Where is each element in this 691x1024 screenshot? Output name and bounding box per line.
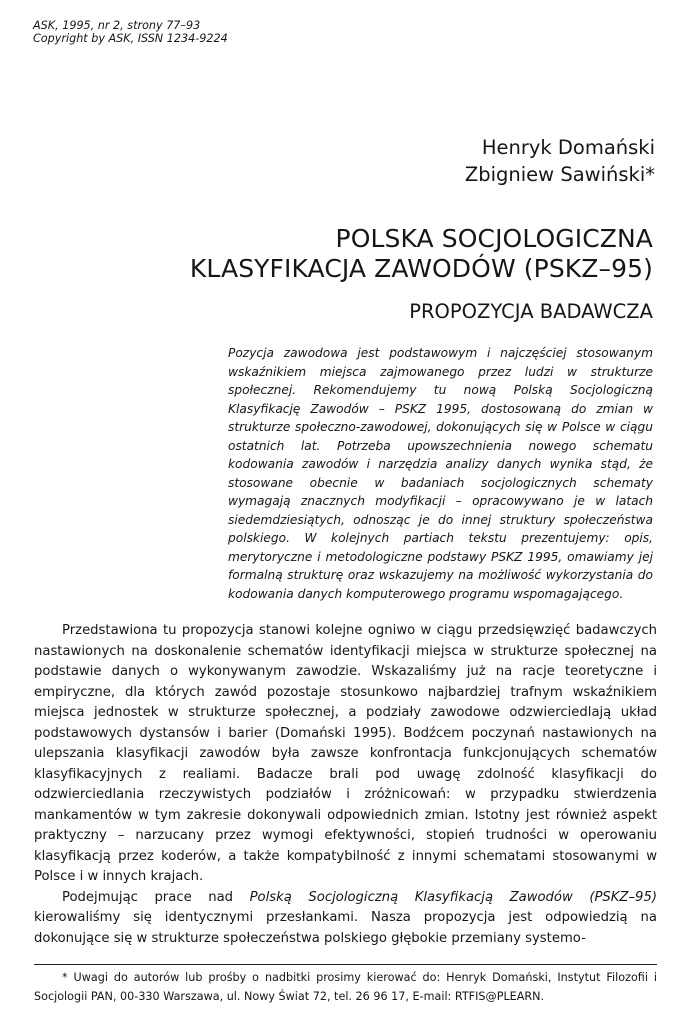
title-line: KLASYFIKACJA ZAWODÓW (PSKZ–95) bbox=[189, 254, 653, 283]
author-name: Henryk Domański bbox=[481, 136, 655, 159]
title-line: POLSKA SOCJOLOGICZNA bbox=[335, 224, 653, 253]
journal-citation: ASK, 1995, nr 2, strony 77–93 bbox=[33, 19, 201, 32]
paragraph-text: Podejmując prace nad bbox=[62, 889, 250, 905]
paragraph: Przedstawiona tu propozycja stanowi kolejne ogniwo w ciągu przedsięwzięć badawczych nastawionych na doskonalenie schematów identyfikacji miejsca w strukturze społecznej na podstawie danych o wykonywanym zawodzie. Wskazaliśmy już na racje teoretyczne i empiryczne, dla których zawód pozostaje stosunkowo najbardziej trafnym wskaźnikiem miejsca jednostek w strukturze społecznej, a podziały zawodowe odzwierciedlają układ podstawowych dystansów i barier (Domański 1995). Bodźcem poczynań nastawionych na ulepszania klasyfikacji zawodów była zawsze konfrontacja funkcjonujących schematów klasyfikacyjnych z realiami. Badacze brali pod uwagę zdolność klasyfikacji do odzwierciedlania rzeczywistych podziałów i zróżnicowań: w przypadku stwierdzenia mankamentów w tym zakresie dokonywali odpowiednich zmian. Istotny jest również aspekt praktyczny – narzucany przez wymogi efektywności, stopień trudności w operowaniu klasyfikacją przez koderów, a także kompatybilność z innymi schematami stosowanymi w Polsce i w innych krajach. bbox=[34, 623, 657, 884]
body-text bbox=[34, 621, 657, 949]
article-subtitle: PROPOZYCJA BADAWCZA bbox=[409, 300, 653, 323]
italic-term: Polską Socjologiczną Klasyfikacją Zawodów (PSKZ–95) bbox=[249, 889, 657, 905]
paragraph bbox=[34, 888, 657, 950]
abstract: Pozycja zawodowa jest podstawowym i najczęściej stosowanym wskaźnikiem miejsca zajmowanego przez ludzi w strukturze społecznej. Rekomendujemy tu nową Polską Socjologiczną Klasyfikację Zawodów – PSKZ 1995, dostosowaną do zmian w strukturze społeczno-zawodowej, dokonujących się w Polsce w ciągu ostatnich lat. Potrzeba upowszechnienia nowego schematu kodowania zawodów i narzędzia analizy danych wynika stąd, że stosowane obecnie w badaniach socjologicznych schematy wymagają znacznych modyfikacji – opracowywano je w latach siedemdziesiątych, odnosząc je do innej struktury społeczeństwa polskiego. W kolejnych partiach tekstu prezentujemy: opis, merytoryczne i metodologiczne podstawy PSKZ 1995, omawiamy jej formalną strukturę oraz wskazujemy na możliwość wykorzystania do kodowania danych komputerowego programu wspomagającego. bbox=[228, 346, 653, 601]
author-name: Zbigniew Sawiński* bbox=[464, 163, 655, 186]
footnote-divider bbox=[34, 964, 657, 965]
author-list bbox=[255, 134, 655, 188]
journal-copyright: Copyright by ASK, ISSN 1234-9224 bbox=[33, 32, 228, 45]
footnote: * Uwagi do autorów lub prośby o nadbitki prosimy kierować do: Henryk Domański, Instytut Filozofii i Socjologii PAN, 00-330 Warszawa, ul. Nowy Świat 72, tel. 26 96 17, E-mail: RTFIS@PLEARN. bbox=[34, 971, 657, 1003]
journal-header bbox=[33, 19, 433, 45]
article-title bbox=[93, 224, 653, 284]
paragraph-text: kierowaliśmy się identycznymi przesłankami. Nasza propozycja jest odpowiedzią na dokonujące się w strukturze społeczeństwa polskiego głębokie przemiany systemo- bbox=[34, 910, 657, 946]
